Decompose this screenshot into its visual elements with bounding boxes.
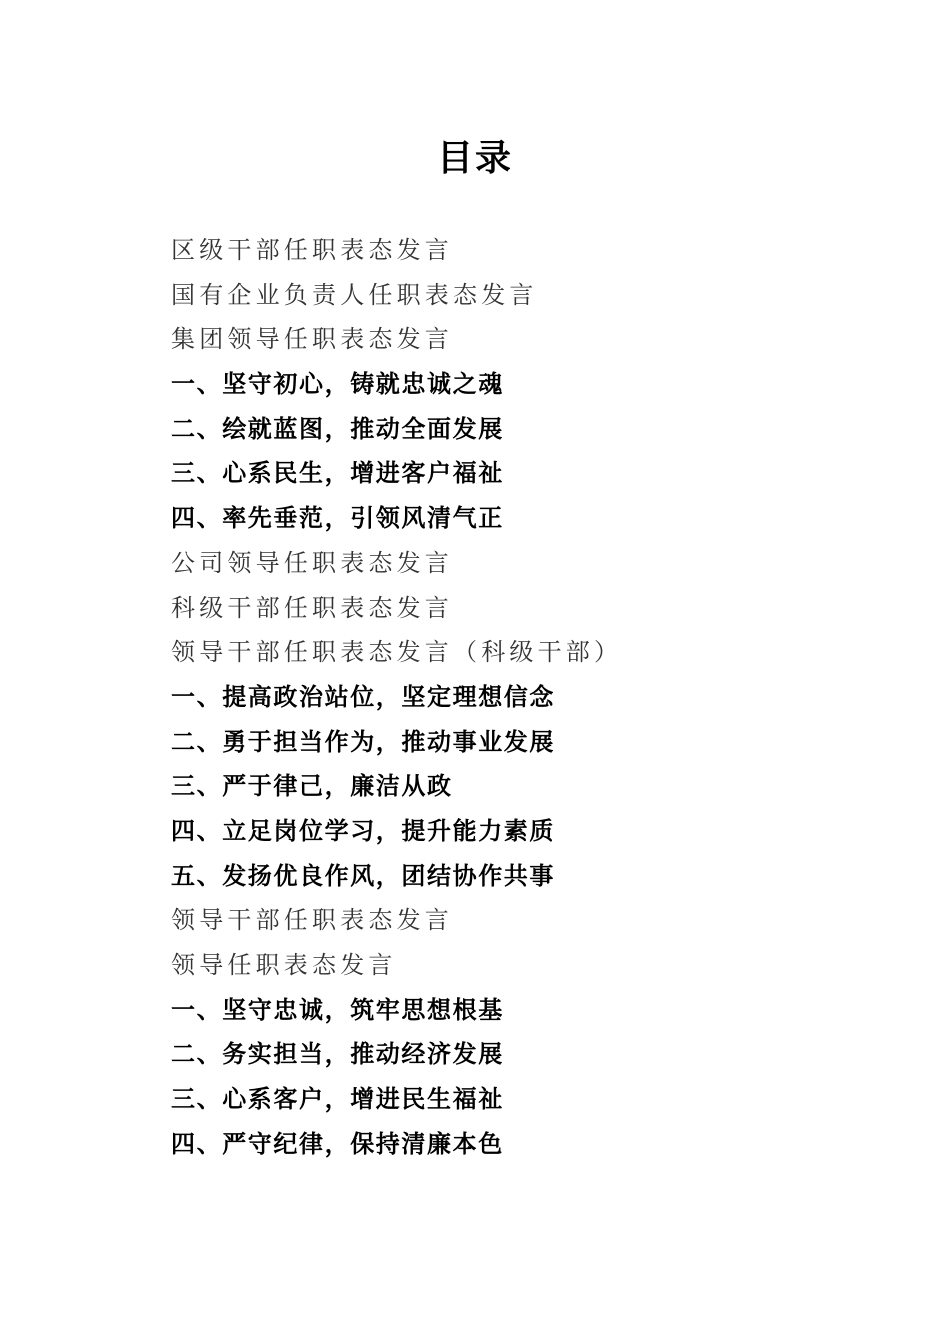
toc-entry-17[interactable]: 领导任职表态发言 — [171, 951, 397, 979]
toc-entry-12[interactable]: 二、勇于担当作为，推动事业发展 — [171, 727, 555, 756]
toc-entry-20[interactable]: 三、心系客户，增进民生福祉 — [171, 1085, 504, 1114]
toc-entry-7[interactable]: 四、率先垂范，引领风清气正 — [171, 504, 504, 533]
toc-entry-19[interactable]: 二、务实担当，推动经济发展 — [171, 1040, 504, 1069]
toc-entry-4[interactable]: 一、坚守初心，铸就忠诚之魂 — [171, 370, 504, 399]
toc-entry-18[interactable]: 一、坚守忠诚，筑牢思想根基 — [171, 995, 504, 1024]
toc-entry-10[interactable]: 领导干部任职表态发言（科级干部） — [171, 638, 623, 667]
toc-entry-16[interactable]: 领导干部任职表态发言 — [171, 906, 453, 935]
toc-entry-1[interactable]: 区级干部任职表态发言 — [171, 236, 453, 264]
toc-entry-14[interactable]: 四、立足岗位学习，提升能力素质 — [171, 816, 555, 845]
toc-entry-6[interactable]: 三、心系民生，增进客户福祉 — [171, 459, 504, 488]
toc-entry-9[interactable]: 科级干部任职表态发言 — [171, 593, 453, 622]
toc-entry-8[interactable]: 公司领导任职表态发言 — [171, 548, 453, 577]
table-of-contents — [171, 228, 871, 1166]
toc-entry-2[interactable]: 国有企业负责人任职表态发言 — [171, 280, 538, 309]
toc-entry-5[interactable]: 二、绘就蓝图，推动全面发展 — [171, 414, 504, 443]
toc-entry-11[interactable]: 一、提高政治站位，坚定理想信念 — [171, 682, 555, 711]
toc-entry-21[interactable]: 四、严守纪律，保持清廉本色 — [171, 1129, 504, 1158]
toc-title: 目录 — [436, 137, 513, 179]
toc-entry-15[interactable]: 五、发扬优良作风，团结协作共事 — [171, 861, 555, 890]
toc-entry-3[interactable]: 集团领导任职表态发言 — [171, 325, 453, 354]
toc-entry-13[interactable]: 三、严于律己，廉洁从政 — [171, 772, 453, 801]
